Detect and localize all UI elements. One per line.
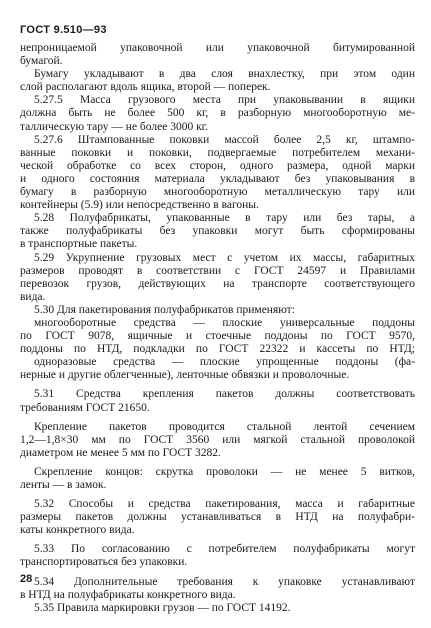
text-line: 5.28 Полуфабрикаты, упакованные в тару или без тары, а	[34, 212, 415, 225]
text-line: и одного состояния материала укладывают без упаковывания в	[20, 172, 415, 185]
text-line: 5.35 Правила маркировки грузов — по ГОСТ 14192.	[34, 601, 291, 614]
text-line: ванные поковки и поковки, подвергаемые потребителем механи-	[20, 146, 415, 159]
text-line: вида.	[20, 290, 46, 303]
text-line: ленты — в замок.	[20, 479, 107, 491]
text-line: слой располагают вдоль ящика, второй — поперек.	[20, 81, 271, 94]
text-line: по ГОСТ 9078, ящичные и стоечные поддоны по ГОСТ 9570,	[20, 330, 415, 343]
text-line: каты конкретного вида.	[20, 524, 135, 537]
text-line: 1,2—1,8×30 мм по ГОСТ 3560 или мягкой стальной проволокой	[20, 433, 415, 446]
text-line: поддоны по НТД, подкладки по ГОСТ 22322 и кассеты по НТД;	[20, 343, 415, 356]
text-line: 5.32 Способы и средства пакетирования, масса и габаритные	[34, 498, 415, 511]
text-line: перевозок грузов, действующих на транспорте соответствующего	[20, 277, 415, 290]
text-line: бумагу в разборную многооборотную металлическую тару или	[20, 186, 415, 199]
text-line: таллическую тару — не более 3000 кг.	[20, 120, 208, 133]
text-line: 5.33 По согласованию с потребителем полуфабрикаты могут	[34, 543, 415, 556]
text-line: в НТД на полуфабрикаты конкретного вида.	[20, 588, 236, 601]
text-line: 5.30 Для пакетирования полуфабрикатов применяют:	[34, 303, 295, 316]
text-line: размеров проводят в соответствии с ГОСТ 24597 и Правилами	[20, 264, 415, 277]
text-line: должна быть не более 500 кг, в разборную многооборотную ме-	[20, 107, 415, 120]
text-line: транспортироваться без упаковки.	[20, 556, 188, 569]
text-line: контейнеры (5.9) или непосредственно в вагоны.	[20, 199, 259, 212]
text-line: одноразовые средства — плоские упрощенные поддоны (фа-	[34, 356, 415, 369]
text-line: непроницаемой упаковочной или упаковочной битумированной	[20, 42, 415, 54]
text-line: нерные и другие облегченные), ленточные обвязки и проволочные.	[20, 369, 350, 382]
text-line: 5.29 Укрупнение грузовых мест с учетом их массы, габаритных	[34, 251, 415, 264]
text-line: 5.27.5 Масса грузового места при упаковывании в ящики	[34, 94, 415, 107]
text-line: 5.31 Средства крепления пакетов должны соответствовать	[34, 388, 415, 401]
text-line: многооборотные средства — плоские универсальные поддоны	[34, 316, 415, 329]
text-line: бумагой.	[20, 55, 63, 68]
text-line: Крепление пакетов проводится стальной лентой сечением	[34, 420, 415, 433]
page-number: 28	[20, 573, 33, 585]
text-line: диаметром не менее 5 мм по ГОСТ 3282.	[20, 446, 221, 459]
text-line: 5.27.6 Штампованные поковки массой более 2,5 кг, штампо-	[34, 133, 415, 146]
text-line: 5.34 Дополнительные требования к упаковке устанавливают	[34, 575, 415, 588]
text-line: также полуфабрикаты без упаковки могут быть сформированы	[20, 225, 415, 238]
text-line: требованиям ГОСТ 21650.	[20, 401, 150, 414]
text-line: Бумагу укладывают в два слоя внахлестку, при этом один	[34, 68, 415, 81]
text-line: ческой обработке со всех сторон, одного размера, одной марки	[20, 159, 415, 172]
document-header: ГОСТ 9.510—93	[20, 24, 107, 36]
text-line: в транспортные пакеты.	[20, 238, 138, 251]
body-text	[20, 42, 415, 615]
text-line: Скрепление концов: скрутка проволоки — не менее 5 витков,	[34, 465, 415, 478]
text-line: размеры пакетов должны устанавливаться в НТД на полуфабри-	[20, 511, 415, 524]
